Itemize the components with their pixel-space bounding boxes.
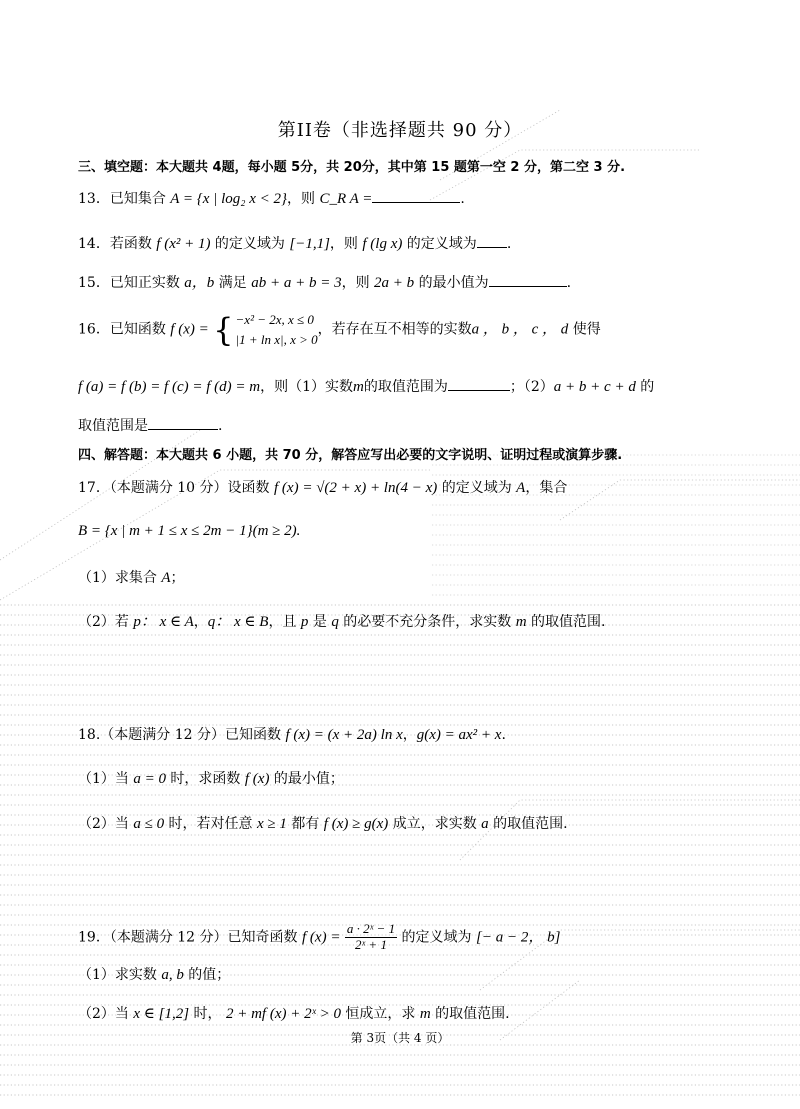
q19-p2-m: m — [419, 1006, 431, 1022]
q18-part-1 — [78, 770, 740, 788]
q19-fraction — [345, 922, 397, 953]
q16-line3-text: 取值范围是 — [78, 418, 148, 434]
q18-end: . — [501, 727, 506, 743]
q13-set-expression: A = {x | log₂ x < 2} — [170, 191, 287, 207]
q15-expr-1: a，b — [184, 275, 215, 291]
q17-part-2 — [78, 613, 740, 631]
q14-expr-2: [−1,1] — [289, 236, 330, 252]
q16-piecewise — [213, 310, 317, 349]
q16-sum-expr: a + b + c + d — [553, 379, 636, 395]
q14-text-a: 若函数 — [109, 236, 157, 252]
q13-answer-blank[interactable] — [372, 190, 460, 203]
q16-text-a: 已知函数 — [109, 321, 171, 338]
q18-p2-a: a — [481, 816, 489, 832]
q18-p1-fx: f (x) — [244, 771, 270, 787]
q16-brace: { — [213, 310, 234, 349]
q17-p2-expr-2: q： x ∈ B — [207, 614, 269, 630]
q18-p2-expr-3: f (x) ≥ g(x) — [323, 816, 389, 832]
q14-number: 14． — [78, 236, 110, 252]
page-footer: 第 3页（共 4 页） — [350, 1031, 450, 1045]
q16-text-b: ，若存在互不相等的实数 — [317, 321, 472, 338]
q19-part-2 — [78, 1005, 740, 1023]
q18-p2-text-b: 都有 — [286, 816, 324, 832]
question-19 — [78, 922, 740, 953]
q17-p2-p: p — [300, 614, 309, 630]
q17-p1-end: ； — [170, 570, 185, 586]
q18-sep: ， — [402, 727, 417, 743]
q18-score: （本题满分 12 分） — [100, 727, 225, 743]
q18-p2-expr-2: x ≥ 1 — [257, 816, 287, 832]
q18-text-a: 已知函数 — [224, 727, 286, 743]
q17-number: 17． — [78, 480, 110, 496]
q17-p2-text-b: 是 — [308, 614, 332, 630]
q15-text-b: 满足 — [214, 275, 252, 291]
q19-p1-label: （1）求实数 — [78, 967, 162, 983]
question-14 — [78, 235, 740, 253]
q16-line2-text-c: ；（2） — [509, 379, 554, 395]
q19-text-b: 的定义域为 — [397, 929, 476, 946]
q19-number: 19． — [78, 929, 110, 946]
q15-expr-3: 2a + b — [374, 275, 415, 291]
q16-line2-text-b: 的取值范围为 — [363, 379, 448, 395]
q17-set-b: B = {x | m + 1 ≤ x ≤ 2m − 1}(m ≥ 2). — [78, 523, 301, 539]
q19-score: （本题满分 12 分） — [109, 929, 228, 946]
q16-number: 16． — [78, 321, 110, 338]
q15-answer-blank[interactable] — [489, 274, 567, 287]
q15-expr-2: ab + a + b = 3 — [251, 275, 342, 291]
q16-var-m: m — [353, 379, 364, 395]
q19-text-a: 已知奇函数 — [227, 929, 302, 946]
q15-text-a: 已知正实数 — [109, 275, 185, 291]
q15-end: . — [566, 275, 572, 291]
question-18 — [78, 726, 740, 744]
question-15 — [78, 274, 740, 292]
q13-complement-expression: C_R A = — [319, 191, 373, 207]
q18-gx: g(x) = ax² + x — [416, 727, 502, 743]
q14-text-c: ，则 — [329, 236, 363, 252]
q16-equality-chain: f (a) = f (b) = f (c) = f (d) = m — [78, 379, 261, 395]
q17-p2-expr-1: p： x ∈ A — [133, 614, 194, 630]
q14-answer-blank[interactable] — [477, 235, 507, 248]
q18-p2-expr-1: a ≤ 0 — [133, 816, 165, 832]
q16-case-1: −x² − 2x, x ≤ 0 — [235, 312, 314, 327]
section-3-header: 三、填空题：本大题共 4题，每小题 5分，共 20分，其中第 15 题第一空 2 分，第二空 3 分. — [78, 160, 626, 175]
q13-text-a: 已知集合 — [109, 191, 171, 207]
q19-p2-label: （2）当 — [78, 1006, 134, 1022]
section-4-header: 四、解答题：本大题共 6 小题，共 70 分，解答应写出必要的文字说明、证明过程或演算步骤. — [78, 448, 623, 463]
q18-p2-text-c: 成立，求实数 — [388, 816, 482, 832]
q17-fx: f (x) = √(2 + x) + ln(4 − x) — [274, 480, 438, 496]
q19-p1-vars: a, b — [161, 967, 184, 983]
q17-var-a: A — [516, 480, 526, 496]
q14-text-d: 的定义域为 — [402, 236, 477, 252]
q19-p1-end: 的值； — [183, 967, 231, 983]
q19-fx: f (x) = — [302, 929, 341, 946]
q17-p1-var: A — [161, 570, 171, 586]
q16-answer-blank-1[interactable] — [448, 378, 510, 391]
q17-text-c: ，集合 — [525, 480, 568, 496]
q17-p2-m: m — [515, 614, 527, 630]
q18-p1-expr: a = 0 — [133, 771, 166, 787]
q19-part-1 — [78, 966, 740, 984]
q16-end: . — [218, 418, 223, 434]
q19-denominator: 2ˣ + 1 — [355, 936, 387, 952]
q17-score: （本题满分 10 分） — [109, 480, 228, 496]
q18-p1-text: 时，求函数 — [165, 771, 245, 787]
q19-p2-expr-2: 2 + mf (x) + 2ˣ > 0 — [225, 1006, 341, 1022]
q17-text-b: 的定义域为 — [437, 480, 517, 496]
q14-expr-3: f (lg x) — [362, 236, 403, 252]
q18-p1-end: 的最小值； — [269, 771, 344, 787]
q16-line2-text-d: 的 — [635, 379, 655, 395]
q17-part-1 — [78, 569, 740, 587]
question-16 — [78, 310, 740, 349]
q19-domain: [− a − 2， b] — [476, 929, 561, 946]
q13-number: 13． — [78, 191, 110, 207]
q19-p2-text-a: 时， — [189, 1006, 226, 1022]
q18-p2-end: 的取值范围. — [488, 816, 568, 832]
q17-p2-text-c: 的必要不充分条件，求实数 — [338, 614, 516, 630]
q19-p2-text-b: 恒成立，求 — [340, 1006, 420, 1022]
question-13 — [78, 190, 740, 208]
q18-p2-label: （2）当 — [78, 816, 134, 832]
q18-number: 18. — [78, 727, 101, 743]
q15-text-d: 的最小值为 — [414, 275, 489, 291]
q18-fx: f (x) = (x + 2a) ln x — [285, 727, 403, 743]
q15-text-c: ，则 — [341, 275, 375, 291]
q18-p2-text-a: 时，若对任意 — [164, 816, 257, 832]
q16-answer-blank-2[interactable] — [148, 417, 218, 430]
q16-vars: a ， b ， c ， d — [471, 321, 569, 338]
q14-end: . — [506, 236, 512, 252]
q16-fx: f (x) = — [170, 321, 209, 338]
q16-line2-text-a: ，则（1）实数 — [260, 379, 354, 395]
q18-part-2 — [78, 815, 740, 833]
q18-p1-label: （1）当 — [78, 771, 134, 787]
q19-numerator: a · 2ˣ − 1 — [346, 921, 396, 936]
q13-text-b: ，则 — [287, 191, 320, 207]
q13-end: . — [460, 191, 465, 207]
q17-p2-sep: ， — [193, 614, 208, 630]
page-title: 第II卷（非选择题共 90 分） — [277, 120, 523, 141]
q17-p2-text-d: 的取值范围. — [526, 614, 606, 630]
question-17 — [78, 479, 740, 497]
q16-text-c: 使得 — [568, 321, 601, 338]
q14-expr-1: f (x² + 1) — [156, 236, 211, 252]
q17-text-a: 设函数 — [227, 480, 274, 496]
q17-p2-label: （2）若 — [78, 614, 134, 630]
question-16-line-2 — [78, 378, 740, 396]
q16-cases — [236, 310, 318, 349]
q15-number: 15． — [78, 275, 110, 291]
q17-p2-q: q — [331, 614, 339, 630]
q19-p2-expr-1: x ∈ [1,2] — [133, 1006, 190, 1022]
q17-p1-label: （1）求集合 — [78, 570, 162, 586]
q16-case-2: |1 + ln x|, x > 0 — [235, 331, 318, 347]
q14-text-b: 的定义域为 — [210, 236, 290, 252]
q17-p2-text-a: ，且 — [268, 614, 301, 630]
question-16-line-3 — [78, 417, 740, 435]
q19-p2-end: 的取值范围. — [430, 1006, 510, 1022]
